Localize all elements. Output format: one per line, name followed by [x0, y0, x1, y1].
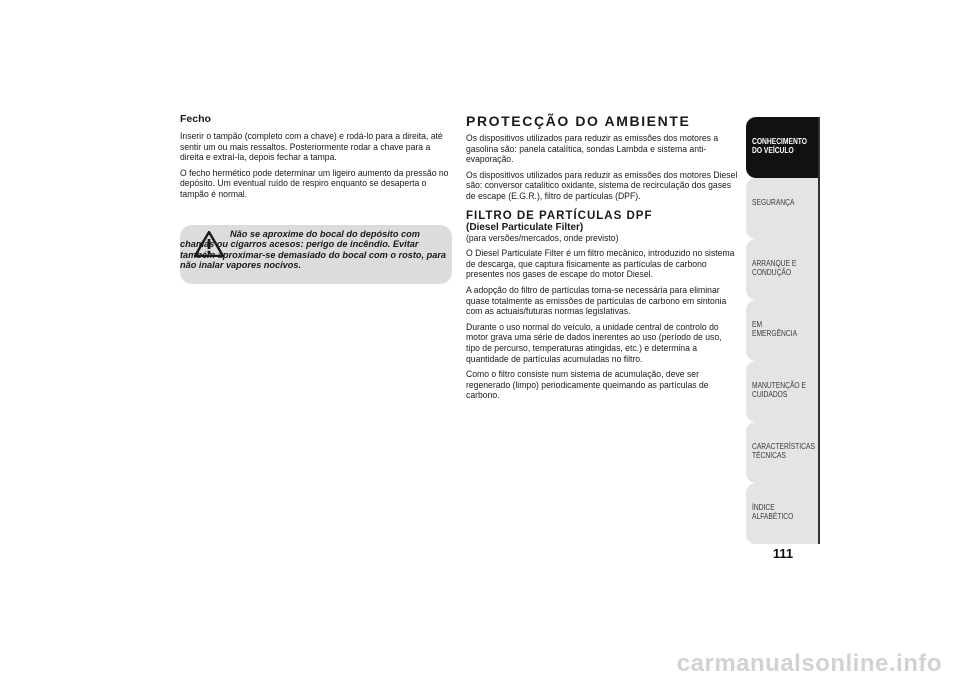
dpf-note: (para versões/mercados, onde previsto) — [466, 231, 619, 243]
environment-paragraph-1: Os dispositivos utilizados para reduzir as emissões dos motores a gasolina são: panela catalítica, sondas Lambda e sistema anti-evaporação. — [466, 132, 719, 165]
dpf-paragraph-1: O Diesel Particulate Filter é um filtro mecânico, introduzido no sistema de descarga, que captura fisicamente as partículas de carbono presentes nos gases de escape do motor Diesel. — [466, 247, 735, 280]
tab-label: CARACTERÍSTICAS TÉCNICAS — [752, 441, 815, 461]
dpf-paragraph-2: A adopção do filtro de partículas torna-se necessária para eliminar quase totalmente as emissões de partículas de carbono em sintonia com as actuais/futuras normas legislativas. — [466, 283, 727, 317]
fecho-paragraph-1: Inserir o tampão (completo com a chave) e rodá-lo para a direita, até sentir um ou mais ressaltos. Posteriormente rodar a chave para a direita e extraí-la, depois fechar a tampa. — [180, 130, 443, 163]
section-title-environment: PROTECÇÃO DO AMBIENTE — [466, 113, 691, 129]
warning-text — [180, 229, 448, 271]
tab-arranque-e-conducao[interactable] — [746, 239, 820, 300]
tab-label: MANUTENÇÃO E CUIDADOS — [752, 380, 806, 400]
tab-label: ÍNDICE ALFABÉTICO — [752, 502, 794, 522]
warning-box — [180, 225, 452, 284]
warning-message: Não se aproxime do bocal do depósito com chamas ou cigarros acesos: perigo de incêndio. Evitar também aproximar-se demasiado do bocal com o rosto, para não inalar vapores nocivos. — [180, 229, 447, 271]
section-title-dpf: FILTRO DE PARTÍCULAS DPF — [466, 209, 653, 222]
environment-paragraph-2: Os dispositivos utilizados para reduzir as emissões dos motores Diesel são: conversor catalítico oxidante, sistema de recirculação dos gases de escape (E.G.R.), filtro de partículas (DPF). — [466, 168, 738, 201]
fecho-paragraph-2: O fecho hermético pode determinar um ligeiro aumento da pressão no depósito. Um eventual ruído de respiro enquanto se desaperta o tampão é normal. — [180, 166, 449, 199]
tab-indice-alfabetico[interactable] — [746, 483, 820, 544]
dpf-paragraph-3: Durante o uso normal do veículo, a unidade central de controlo do motor grava uma série de dados inerentes ao uso (período de uso, tipo de percurso, temperaturas atingidas, etc.) e determina a quantidade de partículas acumuladas no filtro. — [466, 320, 722, 364]
watermark: carmanualsonline.info — [676, 650, 942, 677]
tab-label: CONHECIMENTO DO VEÍCULO — [752, 136, 807, 156]
tab-label: EM EMERGÊNCIA — [752, 319, 798, 339]
left-column — [180, 113, 452, 205]
tab-conhecimento-do-veiculo[interactable] — [746, 117, 820, 178]
dpf-subtitle: (Diesel Particulate Filter) — [466, 221, 584, 233]
tab-manutencao-e-cuidados[interactable] — [746, 361, 820, 422]
fecho-heading: Fecho — [180, 113, 211, 125]
middle-column — [466, 113, 738, 406]
dpf-paragraph-4: Como o filtro consiste num sistema de acumulação, deve ser regenerado (limpo) periodicamente queimando as partículas de carbono. — [466, 368, 709, 401]
tab-seguranca[interactable] — [746, 178, 820, 239]
tab-label: ARRANQUE E CONDUÇÃO — [752, 258, 797, 278]
tab-caracteristicas-tecnicas[interactable] — [746, 422, 820, 483]
page-number: 111 — [772, 546, 794, 561]
tab-label: SEGURANÇA — [752, 197, 795, 207]
tab-em-emergencia[interactable] — [746, 300, 820, 361]
